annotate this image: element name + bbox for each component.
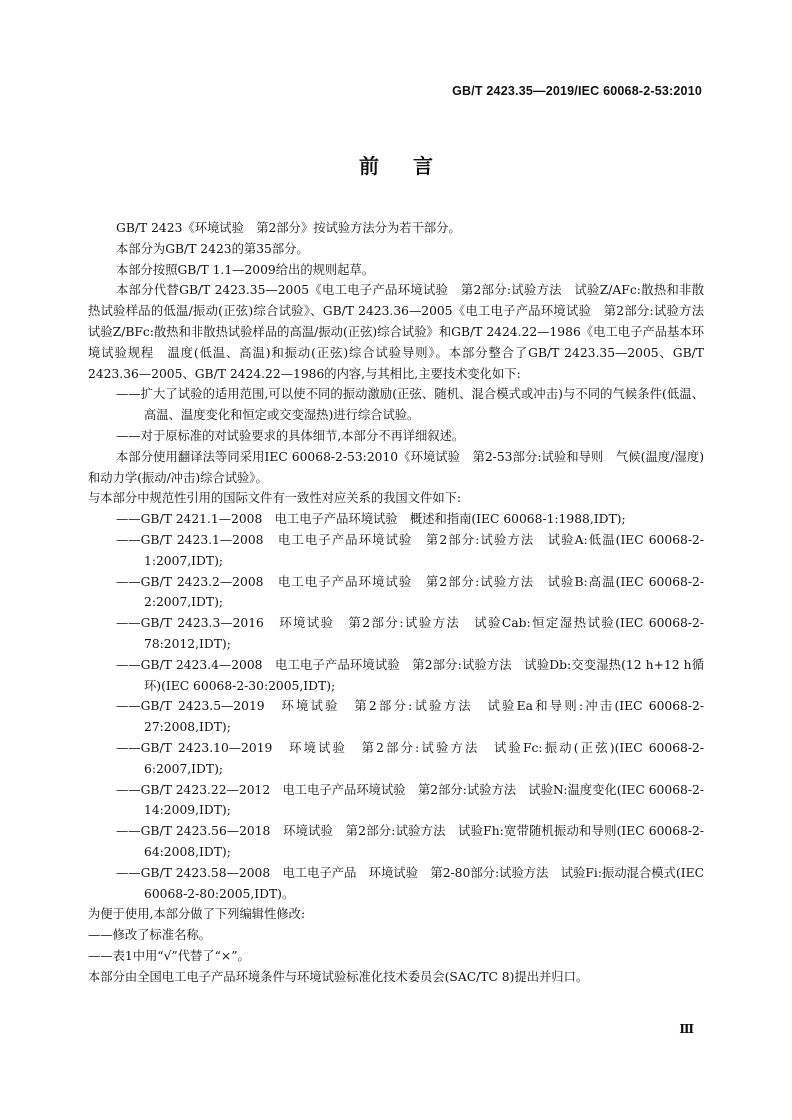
paragraph-part-number: 本部分为GB/T 2423的第35部分。 bbox=[116, 241, 309, 256]
reference-item: ——GB/T 2423.1—2008 电工电子产品环境试验 第2部分:试验方法 试验A:低温(IEC 60068-2-1:2007,IDT); bbox=[116, 532, 704, 568]
paragraph-adoption: 本部分使用翻译法等同采用IEC 60068-2-53:2010《环境试验 第2-53部分:试验和导则 气候(温度/湿度)和动力学(振动/冲击)综合试验》。 bbox=[88, 449, 704, 485]
editorial-item: ——表1中用“√”代替了“×”。 bbox=[88, 948, 250, 963]
editorial-item: ——修改了标准名称。 bbox=[88, 928, 211, 943]
page-number: Ⅲ bbox=[679, 1022, 694, 1036]
foreword-body bbox=[88, 218, 717, 987]
reference-item: ——GB/T 2423.58—2008 电工电子产品 环境试验 第2-80部分:试验方法 试验Fi:振动混合模式(IEC 60068-2-80:2005,IDT)。 bbox=[116, 865, 704, 901]
reference-item: ——GB/T 2423.56—2018 环境试验 第2部分:试验方法 试验Fh:宽带随机振动和导则(IEC 60068-2-64:2008,IDT); bbox=[116, 824, 704, 859]
reference-item: ——GB/T 2423.5—2019 环境试验 第2部分:试验方法 试验Ea和导则:冲击(IEC 60068-2-27:2008,IDT); bbox=[116, 699, 704, 735]
change-item: ——扩大了试验的适用范围,可以使不同的振动激励(正弦、随机、混合模式或冲击)与不同的气候条件(低温、高温、温度变化和恒定或交变湿热)进行综合试验。 bbox=[116, 387, 704, 423]
paragraph-drafting-rules: 本部分按照GB/T 1.1—2009给出的规则起草。 bbox=[116, 262, 375, 277]
paragraph-editorial-intro: 为便于使用,本部分做了下列编辑性修改: bbox=[88, 907, 306, 922]
standard-number-header: GB/T 2423.35—2019/IEC 60068-2-53:2010 bbox=[452, 84, 702, 98]
paragraph-parts: GB/T 2423《环境试验 第2部分》按试验方法分为若干部分。 bbox=[116, 221, 461, 235]
reference-item: ——GB/T 2423.3—2016 环境试验 第2部分:试验方法 试验Cab:恒定湿热试验(IEC 60068-2-78:2012,IDT); bbox=[116, 616, 704, 651]
paragraph-replaces: 本部分代替GB/T 2423.35—2005《电工电子产品环境试验 第2部分:试验方法 试验Z/AFc:散热和非散热试验样品的低温/振动(正弦)综合试验》、GB/T 2423.36—2005《电工电子产品环境试验 第2部分:试验方法 试验Z/BFc:散热和非散热试验样品的高温/振动(正弦)综合试验》和GB/T 2424.22—1986《电工电子产品基本环境试验规程 温度(低温、高温)和振动(正弦)综合试验导则》。本部分整合了GB/T 2423.35—2005、GB/T 2423.36—2005、GB/T 2424.22—1986的内容,与其相比,主要技术变化如下: bbox=[88, 283, 717, 381]
reference-item: ——GB/T 2423.4—2008 电工电子产品环境试验 第2部分:试验方法 试验Db:交变湿热(12 h+12 h循环)(IEC 60068-2-30:2005,IDT); bbox=[116, 657, 704, 693]
paragraph-proposer: 本部分由全国电工电子产品环境条件与环境试验标准化技术委员会(SAC/TC 8)提出并归口。 bbox=[88, 969, 589, 984]
page-title: 前言 bbox=[359, 154, 467, 178]
reference-item: ——GB/T 2423.10—2019 环境试验 第2部分:试验方法 试验Fc:振动(正弦)(IEC 60068-2-6:2007,IDT); bbox=[116, 740, 704, 776]
reference-item: ——GB/T 2423.22—2012 电工电子产品环境试验 第2部分:试验方法 试验N:温度变化(IEC 60068-2-14:2009,IDT); bbox=[116, 782, 704, 818]
paragraph-references-intro: 与本部分中规范性引用的国际文件有一致性对应关系的我国文件如下: bbox=[88, 491, 462, 506]
reference-item: ——GB/T 2421.1—2008 电工电子产品环境试验 概述和指南(IEC 60068-1:1988,IDT); bbox=[116, 512, 626, 527]
change-item: ——对于原标准的对试验要求的具体细节,本部分不再详细叙述。 bbox=[116, 428, 465, 443]
reference-item: ——GB/T 2423.2—2008 电工电子产品环境试验 第2部分:试验方法 试验B:高温(IEC 60068-2-2:2007,IDT); bbox=[116, 574, 704, 610]
